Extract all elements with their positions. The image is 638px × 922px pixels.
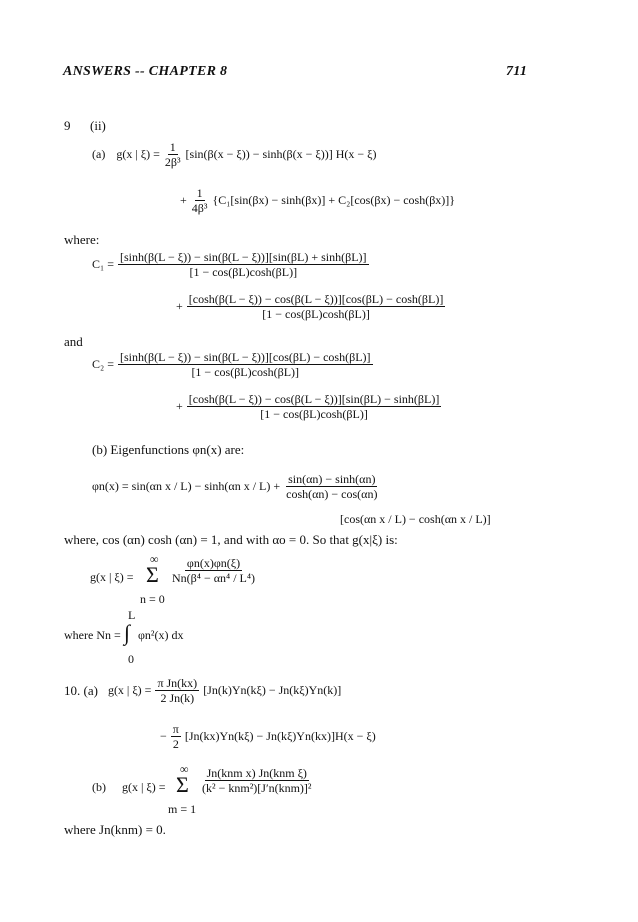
c1-lhs: C₁ = xyxy=(92,257,114,272)
fraction-one-over-2beta3: $\frac{1}{\text{2β³}}$ xyxy=(164,140,181,170)
where-label: where: xyxy=(64,232,100,247)
bessel-zero-condition: where Jn(knm) = 0. xyxy=(64,822,166,837)
problem-9-number: 9 xyxy=(64,118,71,133)
sum-upper-limit-10b: ∞ xyxy=(180,762,189,776)
series-term: $\frac{\varphi n(x)\varphi n(\xi)}{\text{Nn(β⁴ − αn⁴ / L⁴)}}$ xyxy=(172,556,256,586)
part-a-label: (a) xyxy=(92,147,106,162)
eq-10a-line1: 10. (a) g(x | ξ) = $\frac{\text{π Jn(kx)}}{2 Jn(k)}$ [Jn(k)Yn(kξ) − Jn(kξ)Yn(k)] xyxy=(64,676,342,706)
eigenfunction-bracket-term: [cos(αn x / L) − cosh(αn x / L)] xyxy=(340,512,491,526)
sum-upper-limit: ∞ xyxy=(150,552,159,566)
fraction-one-over-4beta3: $\frac{1}{\text{4β³}}$ xyxy=(191,186,208,216)
eq-9a-lhs: g(x | ξ) = xyxy=(116,147,160,162)
eq-c1-term1: C₁ = $\frac{[\sinh(\beta(L - \xi)) - \sin(\beta(L - \xi))][\sin(\beta L) + \sinh(\beta L)]}{[1 - \cos(\beta L)\cosh(\beta L)]}$ xyxy=(92,250,367,280)
eq-c1-term2: + $\frac{[\cosh(\beta(L - \xi)) - \cos(\beta(L - \xi))][\cos(\beta L) - \cosh(\beta L)]}{[1 - \cos(\beta L)\cosh(\beta L)]}$ xyxy=(176,292,444,322)
series-lhs: g(x | ξ) = xyxy=(90,570,134,584)
and-label: and xyxy=(64,334,83,349)
eq-9a-line2: + $\frac{1}{\text{4β³}}$ {C₁[sin(βx) − sinh(βx)] + C₂[cos(βx) − cosh(βx)]} xyxy=(180,186,456,216)
c2-lhs: C₂ = xyxy=(92,357,114,372)
integral-symbol: ∫ xyxy=(124,620,131,645)
eq-10a-line2: − $\frac{\pi}{2}$ [Jn(kx)Yn(kξ) − Jn(kξ)Yn(kx)]H(x − ξ) xyxy=(160,722,376,752)
problem-9-part: (ii) xyxy=(90,118,106,133)
eq-9a-body1: [sin(β(x − ξ)) − sinh(β(x − ξ))] H(x − ξ) xyxy=(185,147,377,162)
series-term-10b: $\frac{\text{Jn(knm x) Jn(knm ξ)}}{\text{(k² − knm²)[J′n(knm)]²}}$ xyxy=(202,766,312,796)
problem-10-number: 10. (a) xyxy=(64,682,98,698)
eigenfunctions-intro: (b) Eigenfunctions φn(x) are: xyxy=(92,442,245,457)
sum-lower-limit-10b: m = 1 xyxy=(168,802,197,816)
integral-lower-limit: 0 xyxy=(128,652,134,666)
summation-symbol-10b: Σ xyxy=(176,772,189,797)
page-number: 711 xyxy=(506,64,528,79)
summation-symbol: Σ xyxy=(146,562,159,587)
normalization-integrand: φn²(x) dx xyxy=(138,628,184,642)
running-header: ANSWERS -- CHAPTER 8 xyxy=(63,64,228,79)
eq-c2-term2: + $\frac{[\cosh(\beta(L - \xi)) - \cos(\beta(L - \xi))][\sin(\beta L) - \sinh(\beta L)]}{[1 - \cos(\beta L)\cosh(\beta L)]}$ xyxy=(176,392,440,422)
eq-10b-lhs: g(x | ξ) = xyxy=(122,780,166,794)
eigenvalue-condition: where, cos (αn) cosh (αn) = 1, and with αo = 0. So that g(x|ξ) is: xyxy=(64,532,398,547)
integral-upper-limit: L xyxy=(128,608,136,622)
part-b-label: (b) xyxy=(92,780,106,794)
normalization-label: where Nn = xyxy=(64,628,121,642)
eq-9a-line1 xyxy=(92,140,377,170)
sum-lower-limit: n = 0 xyxy=(140,592,165,606)
eq-9a-body2: {C₁[sin(βx) − sinh(βx)] + C₂[cos(βx) − cosh(βx)]} xyxy=(212,193,456,208)
eigenfunction-equation: φn(x) = sin(αn x / L) − sinh(αn x / L) + $\frac{\sin(\alpha n) - \sinh(\alpha n)}{\cosh(\alpha n) - \cos(\alpha n)}$ xyxy=(92,472,378,502)
eq-c2-term1: C₂ = $\frac{[\sinh(\beta(L - \xi)) - \sin(\beta(L - \xi))][\cos(\beta L) - \cosh(\beta L)]}{[1 - \cos(\beta L)\cosh(\beta L)]}$ xyxy=(92,350,371,380)
